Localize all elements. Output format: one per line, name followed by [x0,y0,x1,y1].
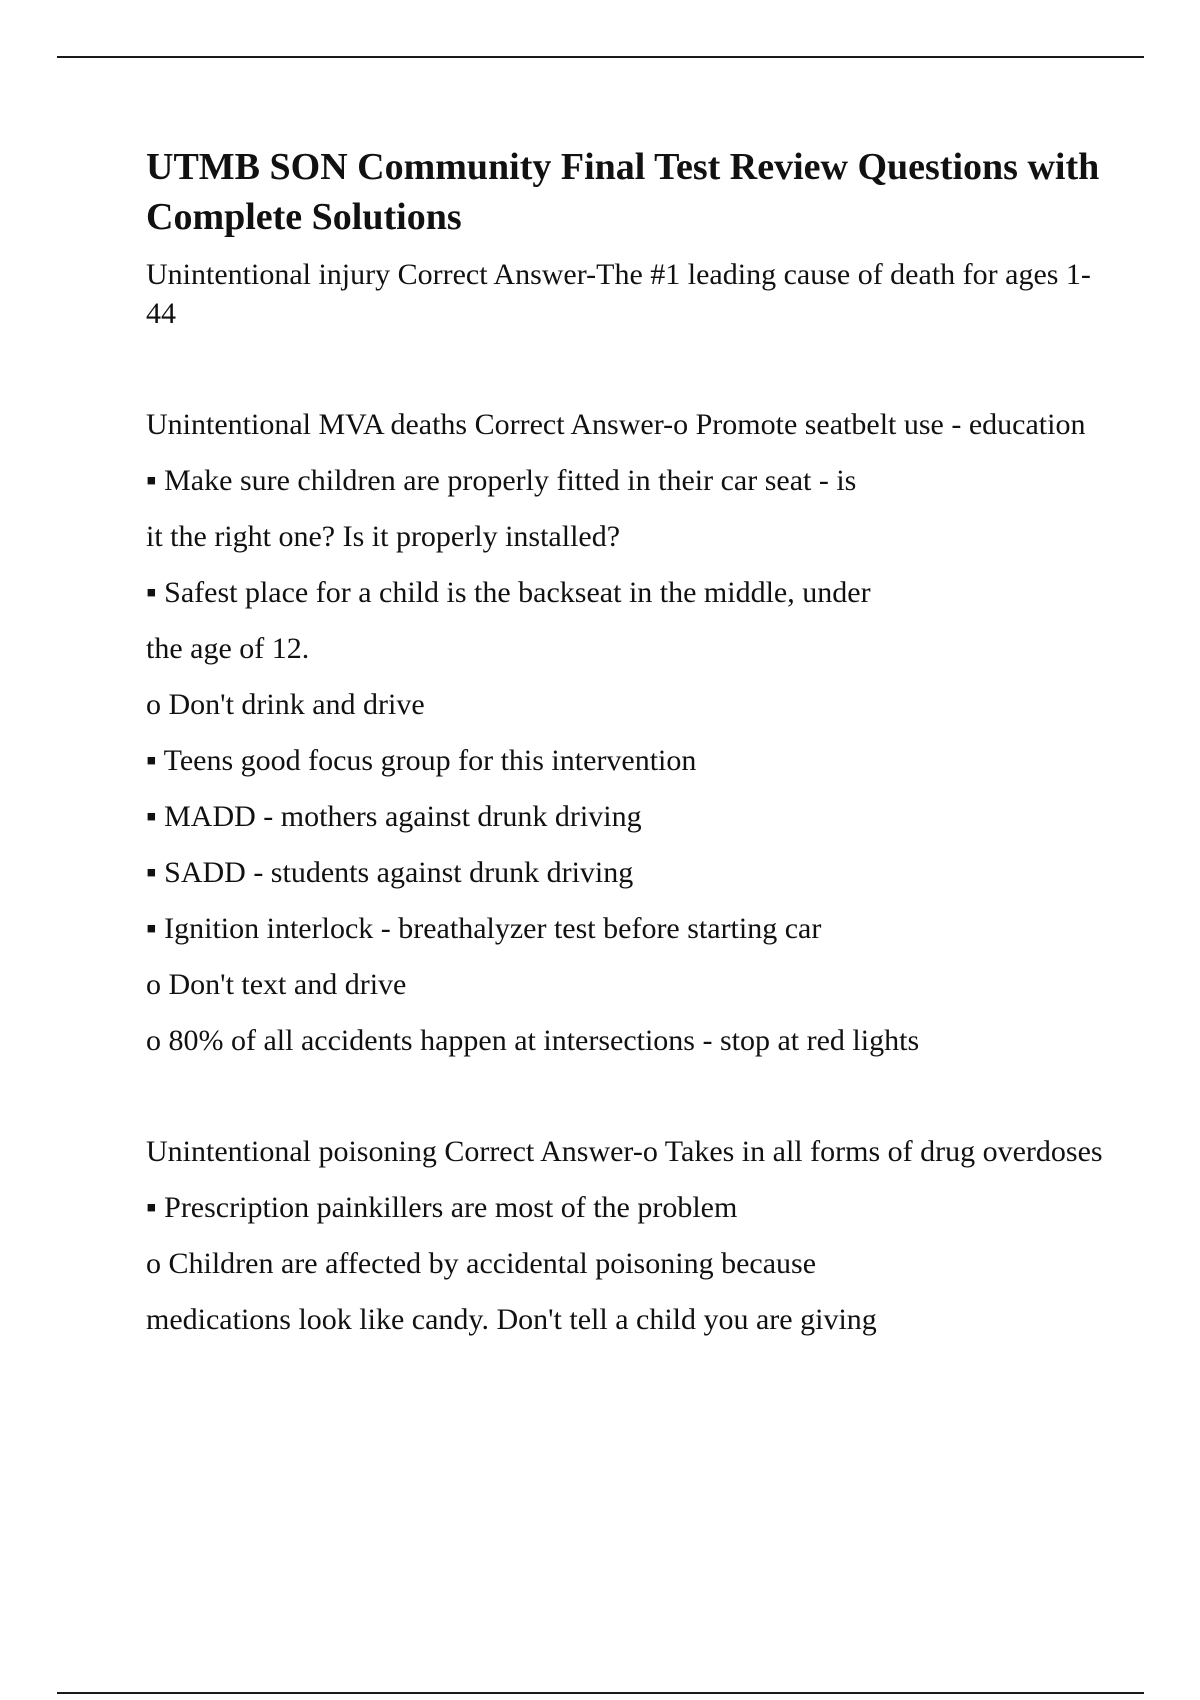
answer-line: ▪ Prescription painkillers are most of the problem [146,1191,738,1224]
answer-line: ▪ SADD - students against drunk driving [146,856,634,889]
answer-line: medications look like candy. Don't tell a child you are giving [146,1303,877,1336]
answer-line: o Don't text and drive [146,968,407,1001]
answer-line: the age of 12. [146,632,310,665]
document-title: UTMB SON Community Final Test Review Questions with Complete Solutions [146,146,1100,238]
answer-line: ▪ Teens good focus group for this intervention [146,744,697,777]
question-1: Unintentional injury Correct Answer-The #1 leading cause of death for ages 1-44 [146,258,1091,330]
answer-line: ▪ MADD - mothers against drunk driving [146,800,642,833]
answer-line: o Don't drink and drive [146,688,425,721]
answer-line: o 80% of all accidents happen at intersections - stop at red lights [146,1024,920,1057]
question-2: Unintentional MVA deaths Correct Answer-o Promote seatbelt use - education [146,408,1086,441]
document-body [146,142,1106,1339]
answer-line: ▪ Ignition interlock - breathalyzer test before starting car [146,912,822,945]
answer-line: ▪ Make sure children are properly fitted in their car seat - is [146,464,857,497]
answer-line: o Children are affected by accidental poisoning because [146,1247,817,1280]
answer-line: ▪ Safest place for a child is the backseat in the middle, under [146,576,871,609]
bottom-rule [57,1692,1144,1694]
top-rule [57,56,1144,58]
answer-line: it the right one? Is it properly installed? [146,520,621,553]
question-3: Unintentional poisoning Correct Answer-o Takes in all forms of drug overdoses [146,1135,1103,1168]
